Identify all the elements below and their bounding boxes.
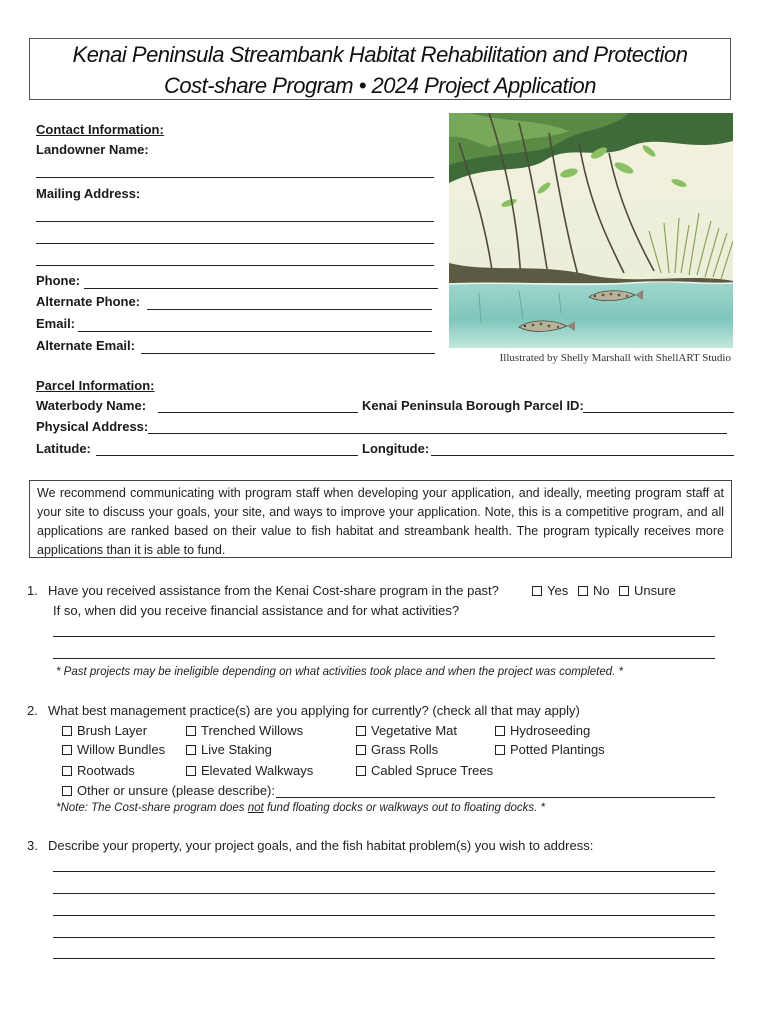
contact-section-label: Contact Information: [36, 122, 164, 137]
q3-answer-line-1[interactable] [53, 871, 715, 872]
q1-number: 1. [27, 583, 38, 598]
q3-answer-line-4[interactable] [53, 937, 715, 938]
alt-email-field[interactable] [141, 353, 435, 354]
q2-option-potted-plantings[interactable] [495, 742, 605, 757]
q3-answer-line-5[interactable] [53, 958, 715, 959]
q1-option-unsure[interactable] [619, 583, 676, 598]
checkbox-icon[interactable] [62, 766, 72, 776]
mailing-address-field-2[interactable] [36, 243, 434, 244]
q2-option-live-staking[interactable] [186, 742, 272, 757]
phone-field[interactable] [84, 288, 438, 289]
checkbox-icon[interactable] [495, 745, 505, 755]
q1-option-yes[interactable] [532, 583, 568, 598]
q2-option-label: Hydroseeding [510, 723, 591, 738]
checkbox-icon[interactable] [186, 745, 196, 755]
q2-option-hydroseeding[interactable] [495, 723, 590, 738]
physical-address-label: Physical Address: [36, 419, 149, 434]
title-line-2: Cost-share Program • 2024 Project Application [164, 73, 596, 98]
q2-option-cabled-spruce-trees[interactable] [356, 763, 493, 778]
latitude-label: Latitude: [36, 441, 91, 456]
q2-option-other[interactable] [62, 783, 275, 798]
alt-phone-field[interactable] [147, 309, 432, 310]
q2-option-label: Grass Rolls [371, 742, 439, 757]
q2-option-brush-layer[interactable] [62, 723, 147, 738]
checkbox-icon[interactable] [62, 745, 72, 755]
parcel-id-field[interactable] [583, 412, 734, 413]
program-notice: We recommend communicating with program staff when developing your application, and ideally, meeting program staff at your site to discuss your goals, your site, and ways to improve your application. Note, this is a competitive program, and all applications are ranked based on their value to fish habitat and streambank health. The program typically receives more applications than it is able to fund. [29, 480, 732, 558]
q2-option-grass-rolls[interactable] [356, 742, 438, 757]
q1-answer-line-1[interactable] [53, 636, 715, 637]
q2-option-label: Rootwads [77, 763, 135, 778]
q1-option-no-label: No [593, 583, 610, 598]
checkbox-icon[interactable] [356, 766, 366, 776]
q1-text: Have you received assistance from the Kenai Cost-share program in the past? [48, 583, 499, 598]
q2-option-elevated-walkways[interactable] [186, 763, 313, 778]
q3-answer-line-2[interactable] [53, 893, 715, 894]
latitude-field[interactable] [96, 455, 358, 456]
q2-option-label: Brush Layer [77, 723, 148, 738]
q2-other-field[interactable] [276, 797, 715, 798]
q2-note-emphasis: not [247, 802, 264, 814]
q3-number: 3. [27, 838, 38, 853]
checkbox-icon[interactable] [532, 586, 542, 596]
checkbox-icon[interactable] [356, 745, 366, 755]
checkbox-icon[interactable] [495, 726, 505, 736]
q1-note: * Past projects may be ineligible depending on what activities took place and when the project was completed. * [56, 666, 624, 678]
checkbox-icon[interactable] [356, 726, 366, 736]
illustration-credit: Illustrated by Shelly Marshall with ShellART Studio [499, 352, 731, 364]
q2-option-vegetative-mat[interactable] [356, 723, 457, 738]
q1-followup: If so, when did you receive financial assistance and for what activities? [53, 603, 460, 618]
q2-text: What best management practice(s) are you applying for currently? (check all that may apply) [48, 703, 580, 718]
q2-note-after: fund floating docks or walkways out to floating docks. * [263, 802, 546, 814]
alt-email-label: Alternate Email: [36, 338, 135, 353]
q2-option-label: Potted Plantings [510, 742, 605, 757]
landowner-field[interactable] [36, 177, 434, 178]
q2-option-trenched-willows[interactable] [186, 723, 303, 738]
q2-note [56, 802, 545, 814]
waterbody-field[interactable] [158, 412, 358, 413]
checkbox-icon[interactable] [186, 766, 196, 776]
checkbox-icon[interactable] [62, 786, 72, 796]
mailing-address-field-3[interactable] [36, 265, 434, 266]
stream-illustration [449, 113, 733, 348]
q2-option-willow-bundles[interactable] [62, 742, 165, 757]
q2-option-label: Live Staking [201, 742, 272, 757]
q2-option-label: Willow Bundles [77, 742, 166, 757]
landowner-label: Landowner Name: [36, 142, 149, 157]
q1-option-unsure-label: Unsure [634, 583, 676, 598]
physical-address-field[interactable] [148, 433, 727, 434]
parcel-section-label: Parcel Information: [36, 378, 155, 393]
title-line-1: Kenai Peninsula Streambank Habitat Rehabilitation and Protection [72, 42, 688, 67]
checkbox-icon[interactable] [578, 586, 588, 596]
parcel-id-label: Kenai Peninsula Borough Parcel ID: [362, 398, 584, 413]
title-box [29, 38, 731, 100]
checkbox-icon[interactable] [62, 726, 72, 736]
mailing-address-field-1[interactable] [36, 221, 434, 222]
q2-option-label: Cabled Spruce Trees [371, 763, 494, 778]
checkbox-icon[interactable] [186, 726, 196, 736]
phone-label: Phone: [36, 273, 81, 288]
q2-option-label: Vegetative Mat [371, 723, 457, 738]
q2-option-label: Trenched Willows [201, 723, 304, 738]
q2-note-before: *Note: The Cost-share program does [56, 802, 248, 814]
alt-phone-label: Alternate Phone: [36, 294, 141, 309]
q2-option-label: Elevated Walkways [201, 763, 314, 778]
email-field[interactable] [78, 331, 432, 332]
mailing-address-label: Mailing Address: [36, 186, 141, 201]
waterbody-label: Waterbody Name: [36, 398, 147, 413]
q2-number: 2. [27, 703, 38, 718]
q2-option-rootwads[interactable] [62, 763, 135, 778]
q3-text: Describe your property, your project goals, and the fish habitat problem(s) you wish to address: [48, 838, 594, 853]
checkbox-icon[interactable] [619, 586, 629, 596]
q1-option-yes-label: Yes [547, 583, 569, 598]
longitude-field[interactable] [431, 455, 734, 456]
q1-option-no[interactable] [578, 583, 610, 598]
longitude-label: Longitude: [362, 441, 430, 456]
q3-answer-line-3[interactable] [53, 915, 715, 916]
email-label: Email: [36, 316, 76, 331]
q1-answer-line-2[interactable] [53, 658, 715, 659]
q2-other-label: Other or unsure (please describe): [77, 783, 275, 798]
